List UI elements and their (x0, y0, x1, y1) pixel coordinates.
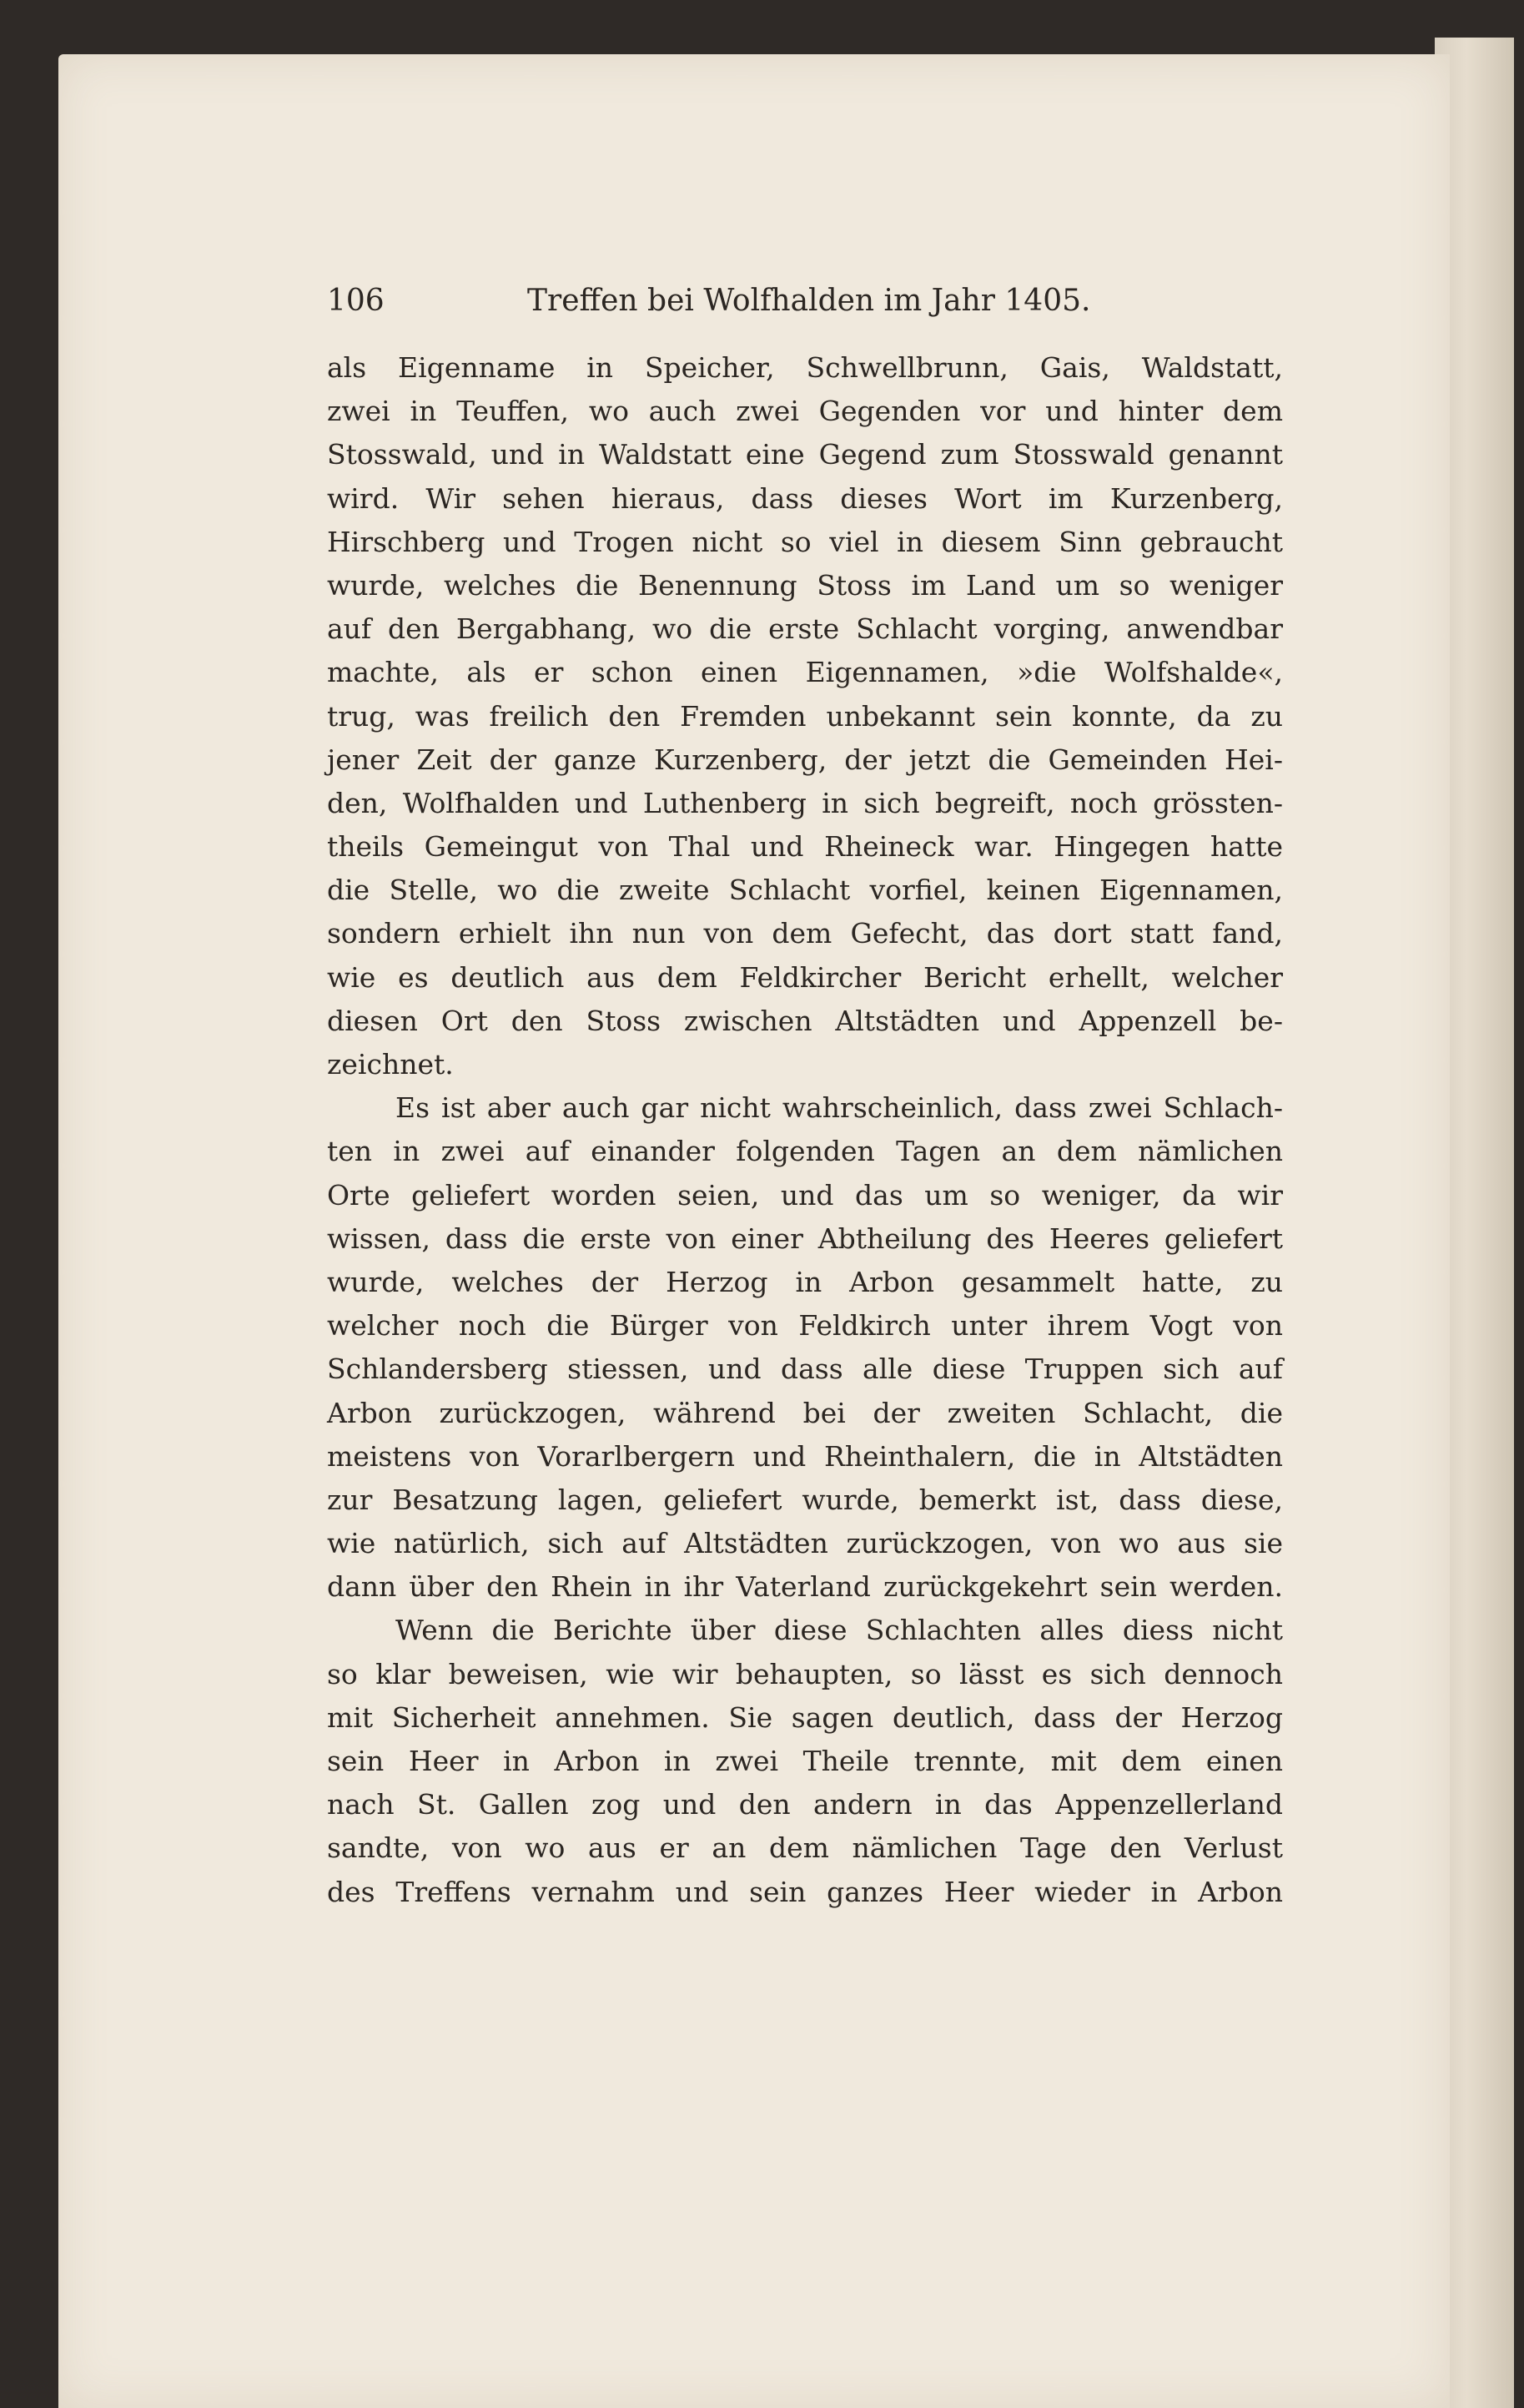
text-line: sondern erhielt ihn nun von dem Gefecht, das dort statt fand, (327, 917, 1283, 950)
text-line: wissen, dass die erste von einer Abtheilung des Heeres geliefert (327, 1222, 1283, 1255)
text-line: des Treffens vernahm und sein ganzes Heer wieder in Arbon (327, 1875, 1283, 1908)
text-line: ten in zwei auf einander folgenden Tagen an dem nämlichen (327, 1135, 1283, 1168)
text-line: die Stelle, wo die zweite Schlacht vorfiel, keinen Eigennamen, (327, 874, 1283, 907)
text-line: sein Heer in Arbon in zwei Theile trennte, mit dem einen (327, 1745, 1283, 1777)
text-line: mit Sicherheit annehmen. Sie sagen deutlich, dass der Herzog (327, 1700, 1283, 1734)
text-line: als Eigenname in Speicher, Schwellbrunn, Gais, Waldstatt, (327, 351, 1283, 384)
text-line: den, Wolfhalden und Luthenberg in sich begreift, noch grössten- (327, 786, 1283, 819)
text-line: Wenn die Berichte über diese Schlachten alles diess nicht (395, 1614, 1283, 1647)
text-line: Stosswald, und in Waldstatt eine Gegend zum Stosswald genannt (327, 438, 1283, 471)
text-line: wurde, welches die Benennung Stoss im Land um so weniger (327, 568, 1283, 602)
running-title: Treffen bei Wolfhalden im Jahr 1405. (527, 284, 1091, 318)
text-line: Es ist aber auch gar nicht wahrscheinlich, dass zwei Schlach- (395, 1091, 1283, 1125)
text-line: trug, was freilich den Fremden unbekannt sein konnte, da zu (327, 699, 1283, 733)
running-header (327, 284, 1091, 324)
text-line: wie es deutlich aus dem Feldkircher Bericht erhellt, welcher (327, 960, 1283, 994)
text-line: theils Gemeingut von Thal und Rheineck war. Hingegen hatte (327, 830, 1283, 864)
text-line: diesen Ort den Stoss zwischen Altstädten und Appenzell be- (327, 1004, 1283, 1037)
text-line: zeichnet. (327, 1048, 454, 1081)
text-line: zur Besatzung lagen, geliefert wurde, bemerkt ist, dass diese, (327, 1483, 1283, 1516)
text-line: Arbon zurückzogen, während bei der zweiten Schlacht, die (327, 1396, 1283, 1429)
text-line: jener Zeit der ganze Kurzenberg, der jetzt die Gemeinden Hei- (327, 743, 1283, 776)
text-line: Hirschberg und Trogen nicht so viel in diesem Sinn gebraucht (327, 525, 1283, 558)
text-line: welcher noch die Bürger von Feldkirch unter ihrem Vogt von (327, 1309, 1283, 1343)
page-number: 106 (327, 284, 385, 318)
text-line: wird. Wir sehen hieraus, dass dieses Wort im Kurzenberg, (327, 481, 1283, 515)
text-line: Orte geliefert worden seien, und das um so weniger, da wir (327, 1178, 1283, 1212)
text-line: dann über den Rhein in ihr Vaterland zurückgekehrt sein werden. (327, 1570, 1283, 1604)
text-line: so klar beweisen, wie wir behaupten, so lässt es sich dennoch (327, 1657, 1283, 1690)
text-line: zwei in Teuffen, wo auch zwei Gegenden vor und hinter dem (327, 395, 1283, 428)
text-line: meistens von Vorarlbergern und Rheinthalern, die in Altstädten (327, 1439, 1283, 1473)
text-line: Schlandersberg stiessen, und dass alle diese Truppen sich auf (327, 1353, 1283, 1386)
text-line: auf den Bergabhang, wo die erste Schlacht vorging, anwendbar (327, 612, 1283, 646)
text-line: machte, als er schon einen Eigennamen, »die Wolfshalde«, (327, 656, 1283, 689)
text-line: nach St. Gallen zog und den andern in das Appenzellerland (327, 1788, 1283, 1821)
text-line: wurde, welches der Herzog in Arbon gesammelt hatte, zu (327, 1265, 1283, 1298)
body-text (327, 346, 1283, 1914)
text-line: wie natürlich, sich auf Altstädten zurückzogen, von wo aus sie (327, 1527, 1283, 1560)
text-line: sandte, von wo aus er an dem nämlichen Tage den Verlust (327, 1831, 1283, 1865)
